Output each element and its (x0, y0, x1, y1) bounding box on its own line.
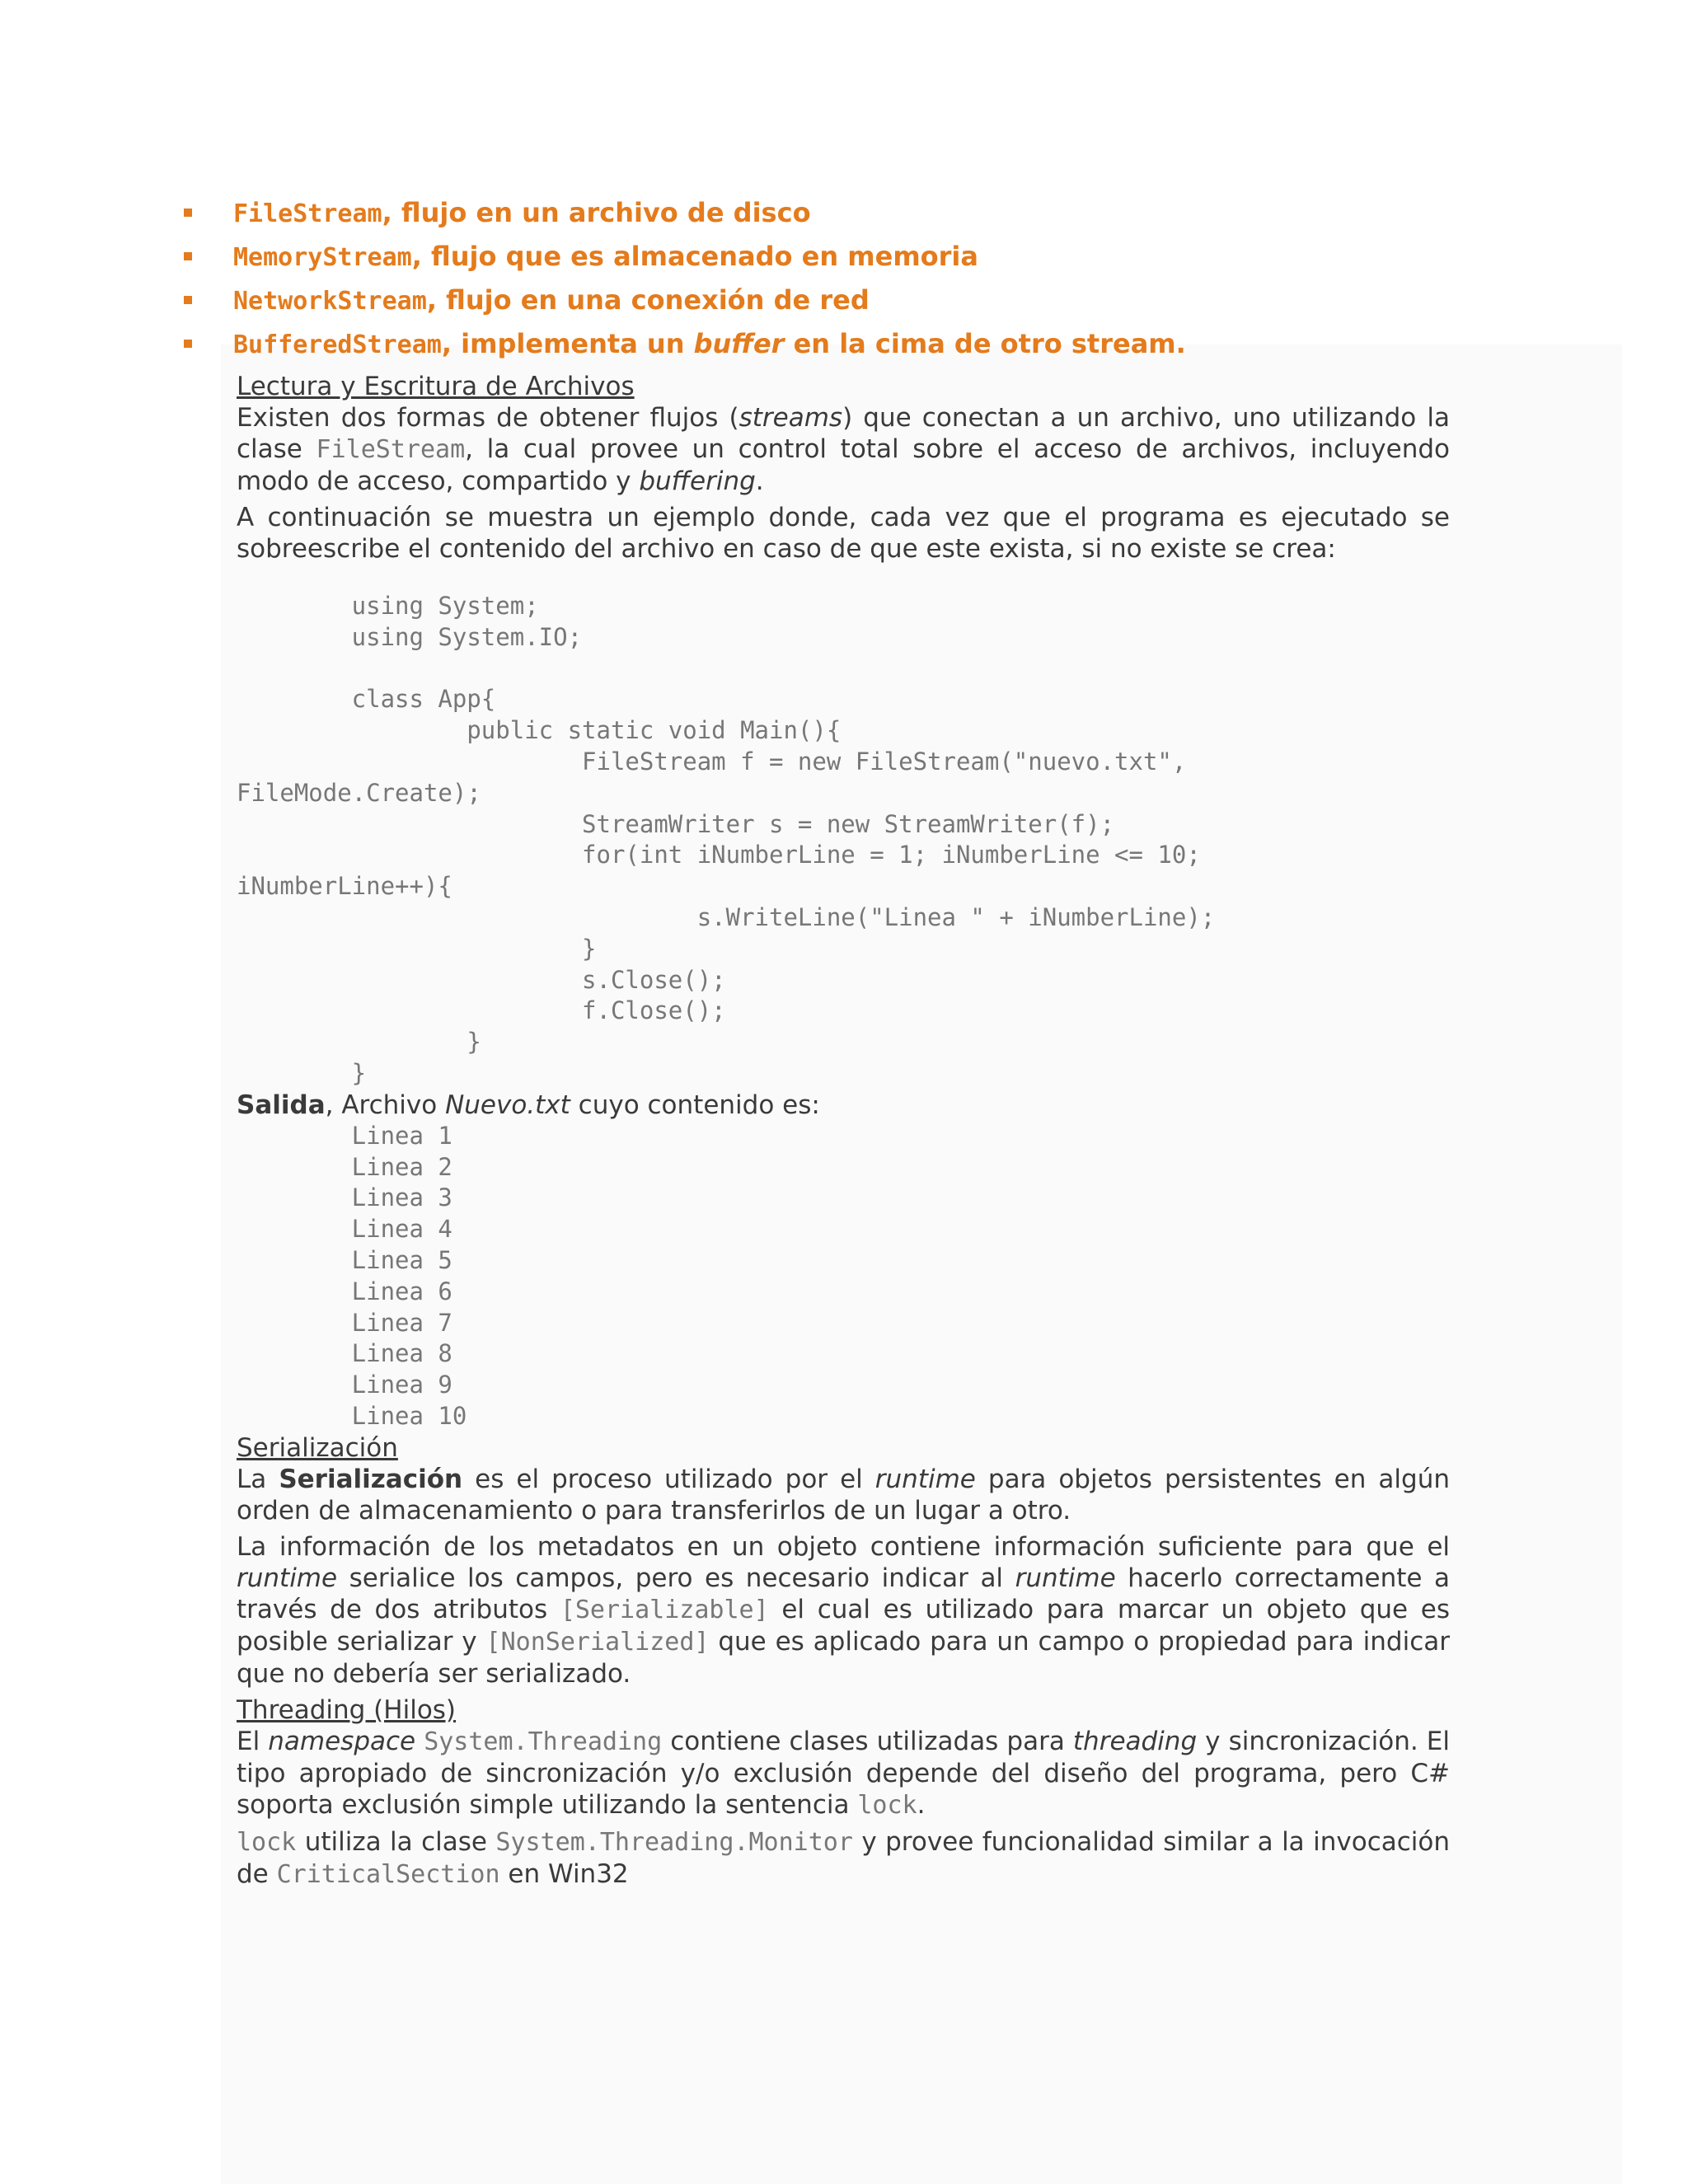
text: y provee funcionalidad similar a la invocación de (237, 1826, 1451, 1889)
inline-code: [Serializable] (560, 1595, 769, 1624)
class-name: NetworkStream (233, 287, 427, 316)
list-item (181, 191, 1648, 235)
emphasis: Nuevo.txt (445, 1090, 570, 1120)
text: , la cual provee un control total sobre el acceso de archivos, incluyendo modo de acceso, compartido y (237, 434, 1450, 496)
class-name: BufferedStream (233, 330, 442, 359)
text: el cual es utilizado para marcar un objeto que es posible serializar y (237, 1594, 1450, 1657)
list-item-text: , flujo que es almacenado en memoria (411, 241, 978, 272)
text: El (237, 1726, 269, 1756)
inline-code: [NonSerialized] (485, 1627, 710, 1657)
main-content (237, 371, 1450, 1896)
text: para objetos persistentes en algún orden de almacenamiento o para transferirlos de un lugar a otro. (237, 1464, 1450, 1526)
code-block: using System; using System.IO; class App{ public static void Main(){ FileStream f = new FileStream("nuevo.txt", FileMode.Create); StreamWriter s = new StreamWriter(f); for(int iNumberLine = 1; iNumberLine <= 10; iNumberLine++){ s.WriteLine("Linea " + iNumberLine); } s.Close(); f.Close(); } } (237, 592, 1216, 1087)
inline-code: System.Threading.Monitor (495, 1827, 853, 1857)
list-item-text: , flujo en una conexión de red (426, 284, 870, 316)
output-block: Linea 1 Linea 2 Linea 3 Linea 4 Linea 5 Linea 6 Linea 7 Linea 8 Linea 9 Linea 10 (351, 1121, 467, 1430)
text: serialice los campos, pero es necesario indicar al (337, 1563, 1015, 1593)
text: contiene clases utilizadas para (662, 1726, 1073, 1756)
emphasis: runtime (874, 1464, 976, 1494)
text: en Win32 (499, 1858, 629, 1889)
paragraph: A continuación se muestra un ejemplo donde, cada vez que el programa es ejecutado se sobreescribe el contenido del archivo en caso de que este exista, si no existe se crea: (237, 503, 1450, 564)
stream-types-list (181, 191, 1648, 366)
list-item-text: en la cima de otro stream. (784, 328, 1186, 359)
text: . (755, 466, 764, 496)
output-caption (237, 1090, 1450, 1121)
bold-text: Salida (237, 1090, 326, 1120)
list-item (181, 235, 1648, 279)
text: ) que conectan a un archivo, uno utilizando la clase (237, 403, 1451, 464)
class-name: FileStream (233, 199, 382, 228)
class-name: MemoryStream (233, 243, 412, 272)
inline-code: CriticalSection (276, 1859, 500, 1889)
emphasis: streams (738, 403, 843, 433)
text: hacerlo correctamente a través de dos atributos (237, 1563, 1450, 1624)
text: cuyo contenido es: (570, 1090, 820, 1120)
bullet-square-icon (184, 252, 192, 260)
text: es el proceso utilizado por el (462, 1464, 875, 1494)
section-heading-lectura: Lectura y Escritura de Archivos (237, 372, 635, 401)
bullet-square-icon (184, 296, 192, 304)
section-heading-threading: Threading (Hilos) (237, 1694, 457, 1725)
text: y sincronización. El tipo apropiado de sincronización y/o exclusión depende del diseño del programa, pero C# soporta exclusión simple utilizando la sentencia (237, 1726, 1450, 1820)
emphasis: buffer (693, 328, 785, 359)
paragraph (237, 1826, 1450, 1891)
bullet-square-icon (184, 209, 192, 217)
text: La información de los metadatos en un objeto contiene información suficiente para que el (237, 1531, 1450, 1562)
emphasis: namespace (268, 1726, 416, 1756)
emphasis: buffering (639, 466, 756, 496)
list-item (181, 279, 1648, 322)
text (415, 1727, 424, 1756)
paragraph (237, 1726, 1450, 1821)
emphasis: runtime (237, 1563, 338, 1593)
inline-code: lock (237, 1827, 297, 1857)
text: Existen dos formas de obtener flujos ( (237, 403, 739, 433)
text: , Archivo (325, 1090, 446, 1120)
list-item-text: , implementa un (441, 328, 694, 359)
bullet-square-icon (184, 340, 192, 348)
list-item-text: , flujo en un archivo de disco (382, 197, 811, 228)
text: La (237, 1464, 279, 1494)
text: que es aplicado para un campo o propiedad para indicar que no debería ser serializado. (237, 1626, 1450, 1689)
text: utiliza la clase (296, 1826, 496, 1857)
paragraph (237, 402, 1450, 497)
emphasis: threading (1072, 1726, 1198, 1756)
inline-code: System.Threading (424, 1727, 663, 1756)
inline-code: FileStream (316, 435, 466, 464)
bold-text: Serialización (279, 1464, 463, 1494)
paragraph (237, 1464, 1450, 1526)
list-item (181, 322, 1648, 366)
section-heading-serializacion: Serialización (237, 1432, 398, 1463)
paragraph (237, 1531, 1450, 1690)
inline-code: lock (857, 1790, 917, 1820)
text: . (917, 1789, 926, 1820)
emphasis: runtime (1015, 1563, 1116, 1593)
